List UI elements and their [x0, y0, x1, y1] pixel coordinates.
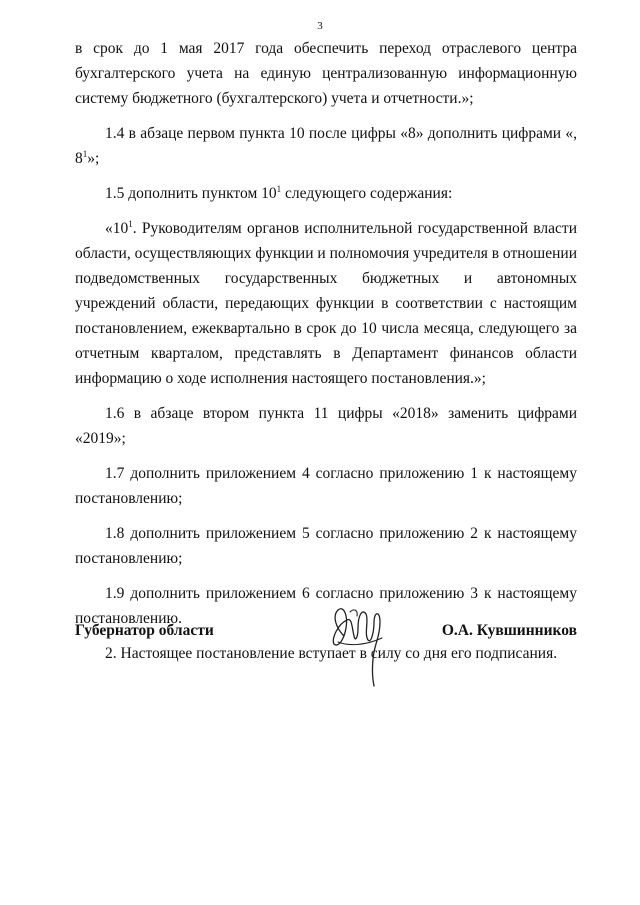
- paragraph-text: следующего содержания:: [281, 185, 453, 202]
- document-body: [75, 36, 577, 676]
- paragraph-text: 1.6 в абзаце втором пункта 11 цифры «2018» заменить цифрами «2019»;: [75, 405, 577, 447]
- paragraph-1-8: [75, 521, 577, 571]
- paragraph-text: 1.7 дополнить приложением 4 согласно приложению 1 к настоящему постановлению;: [75, 465, 577, 507]
- paragraph-text: в срок до 1 мая 2017 года обеспечить переход отраслевого центра бухгалтерского учета на единую централизованную информационную систему бюджетного (бухгалтерского) учета и отчетности.»;: [75, 40, 577, 107]
- paragraph-text: 1.8 дополнить приложением 5 согласно приложению 2 к настоящему постановлению;: [75, 525, 577, 567]
- page-number: 3: [317, 20, 323, 32]
- paragraph-text: »;: [87, 150, 100, 167]
- paragraph-10-1: [75, 216, 577, 391]
- paragraph-text: 1.9 дополнить приложением 6 согласно приложению 3 к настоящему постановлению.: [75, 585, 577, 627]
- paragraph-1-7: [75, 461, 577, 511]
- superscript: 1: [276, 184, 282, 194]
- paragraph-2: [75, 641, 577, 666]
- paragraph-1-5: [75, 181, 577, 206]
- paragraph-text: 1.4 в абзаце первом пункта 10 после цифры «8» дополнить цифрами «, 8: [75, 125, 577, 167]
- superscript: 1: [128, 219, 133, 229]
- paragraph-text: 1.5 дополнить пунктом 10: [105, 185, 277, 202]
- superscript: 1: [82, 149, 88, 159]
- paragraph-1-4: [75, 121, 577, 171]
- paragraph-text: «10: [105, 220, 129, 237]
- paragraph-1-6: [75, 401, 577, 451]
- paragraph-continuation: [75, 36, 577, 111]
- signer-name: О.А. Кувшинников: [441, 622, 577, 639]
- handwritten-signature: [330, 602, 390, 690]
- paragraph-text: 2. Настоящее постановление вступает в силу со дня его подписания.: [105, 645, 558, 662]
- paragraph-text: . Руководителям органов исполнительной государственной власти области, осуществляющих функции и полномочия учредителя в отношении подведомственных государственных бюджетных и автономных учреждений области, передающих функции в соответствии с настоящим постановлением, ежеквартально в срок до 10 числа месяца, следующего за отчетным кварталом, представлять в Департамент финансов области информацию о ходе исполнения настоящего постановления.»;: [75, 220, 577, 387]
- signer-title: Губернатор области: [75, 622, 214, 639]
